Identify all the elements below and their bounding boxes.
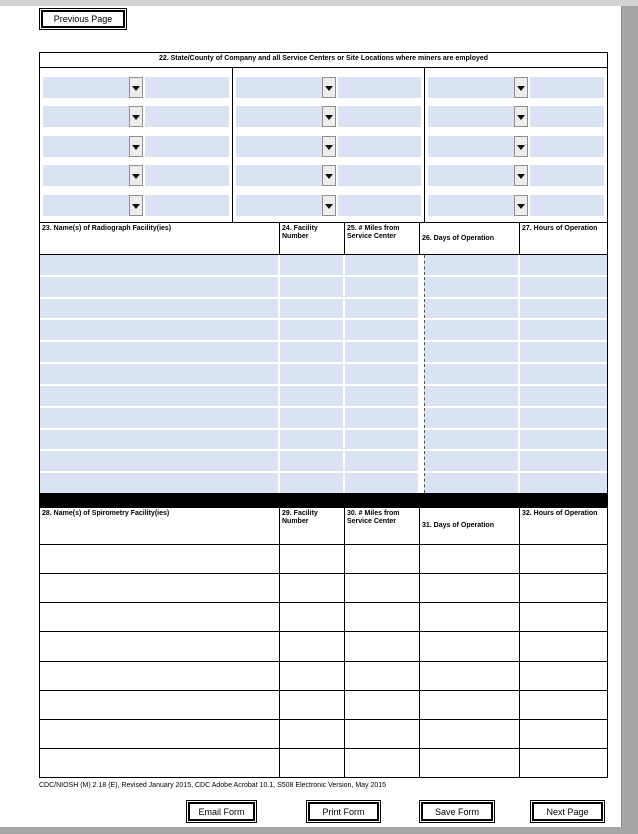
radiograph-row <box>40 364 607 386</box>
state-dropdown[interactable] <box>236 165 336 186</box>
spirometry-facility-number-field[interactable] <box>280 632 345 660</box>
state-county-cell <box>236 136 421 157</box>
section-22-title: 22. State/County of Company and all Service Centers or Site Locations where miners are employed <box>39 52 608 68</box>
radiograph-facility-number-field[interactable] <box>280 299 345 319</box>
state-dropdown[interactable] <box>428 195 528 216</box>
form-page <box>0 6 621 827</box>
spirometry-facility-name-field[interactable] <box>40 603 280 631</box>
radiograph-days-field[interactable] <box>420 408 520 428</box>
spirometry-facility-number-field[interactable] <box>280 545 345 573</box>
chevron-down-icon[interactable] <box>514 195 528 216</box>
radiograph-rows <box>39 255 608 493</box>
spirometry-facility-number-field[interactable] <box>280 720 345 748</box>
spirometry-days-field[interactable] <box>420 749 520 777</box>
radiograph-hours-field[interactable] <box>520 320 607 340</box>
state-county-cell <box>43 77 229 98</box>
radiograph-days-field-inner[interactable] <box>424 408 518 428</box>
spirometry-days-field[interactable] <box>420 545 520 573</box>
spirometry-facilities-table <box>39 507 608 778</box>
state-county-cell <box>428 106 604 127</box>
spirometry-hours-field[interactable] <box>520 720 607 748</box>
spirometry-days-field[interactable] <box>420 574 520 602</box>
radiograph-hours-field[interactable] <box>520 430 607 450</box>
radiograph-miles-field[interactable] <box>345 320 420 340</box>
radiograph-days-field[interactable] <box>420 386 520 406</box>
spirometry-miles-field[interactable] <box>345 603 420 631</box>
radiograph-days-field-inner[interactable] <box>424 320 518 340</box>
radiograph-row <box>40 299 607 321</box>
state-dropdown[interactable] <box>236 106 336 127</box>
county-field[interactable] <box>145 106 229 127</box>
state-dropdown[interactable] <box>236 136 336 157</box>
radiograph-miles-field[interactable] <box>345 473 420 493</box>
radiograph-days-field[interactable] <box>420 277 520 297</box>
radiograph-days-field-inner[interactable] <box>424 299 518 319</box>
radiograph-miles-field[interactable] <box>345 299 420 319</box>
radiograph-facility-name-field[interactable] <box>40 408 280 428</box>
spirometry-facility-name-field[interactable] <box>40 574 280 602</box>
radiograph-hours-field[interactable] <box>520 342 607 362</box>
radiograph-miles-field[interactable] <box>345 277 420 297</box>
save-form-button[interactable]: Save Form <box>419 800 495 823</box>
chevron-down-icon[interactable] <box>129 195 143 216</box>
county-field[interactable] <box>145 77 229 98</box>
radiograph-days-field[interactable] <box>420 342 520 362</box>
county-field[interactable] <box>145 165 229 186</box>
county-field[interactable] <box>145 195 229 216</box>
radiograph-days-field[interactable] <box>420 430 520 450</box>
radiograph-days-field-inner[interactable] <box>424 473 518 493</box>
chevron-down-icon[interactable] <box>514 77 528 98</box>
section-22-state-county <box>39 52 608 224</box>
header-23-radiograph-facility-names: 23. Name(s) of Radiograph Facility(ies) <box>40 223 280 254</box>
spirometry-miles-field[interactable] <box>345 545 420 573</box>
county-field[interactable] <box>530 195 604 216</box>
radiograph-facility-name-field[interactable] <box>40 430 280 450</box>
radiograph-days-field-inner[interactable] <box>424 277 518 297</box>
spirometry-miles-field[interactable] <box>345 691 420 719</box>
radiograph-days-field-inner[interactable] <box>424 342 518 362</box>
state-county-column-1 <box>40 68 233 224</box>
radiograph-days-field-inner[interactable] <box>424 364 518 384</box>
radiograph-facility-number-field[interactable] <box>280 451 345 471</box>
state-county-cell <box>428 77 604 98</box>
radiograph-facility-name-field[interactable] <box>40 299 280 319</box>
radiograph-days-field[interactable] <box>420 451 520 471</box>
county-field[interactable] <box>145 136 229 157</box>
radiograph-facility-number-field[interactable] <box>280 386 345 406</box>
radiograph-hours-field[interactable] <box>520 277 607 297</box>
form-version-footer: CDC/NIOSH (M) 2.18 (E), Revised January 2015, CDC Adobe Acrobat 10.1, S508 Electronic Version, May 2015 <box>39 782 387 789</box>
spirometry-days-field[interactable] <box>420 632 520 660</box>
radiograph-days-field[interactable] <box>420 255 520 275</box>
spirometry-days-field[interactable] <box>420 691 520 719</box>
state-county-column-2 <box>233 68 425 224</box>
spirometry-facility-number-field[interactable] <box>280 603 345 631</box>
radiograph-hours-field[interactable] <box>520 386 607 406</box>
radiograph-miles-field[interactable] <box>345 255 420 275</box>
header-29-facility-number: 29. Facility Number <box>280 508 345 544</box>
radiograph-days-field[interactable] <box>420 299 520 319</box>
header-24-facility-number: 24. Facility Number <box>280 223 345 254</box>
spirometry-row <box>40 545 607 574</box>
radiograph-hours-field[interactable] <box>520 473 607 493</box>
radiograph-facility-number-field[interactable] <box>280 364 345 384</box>
radiograph-miles-field[interactable] <box>345 364 420 384</box>
header-32-hours-of-operation: 32. Hours of Operation <box>522 510 598 517</box>
radiograph-facility-number-field[interactable] <box>280 255 345 275</box>
county-field[interactable] <box>530 165 604 186</box>
spirometry-facility-name-field[interactable] <box>40 720 280 748</box>
header-30-miles-from-service-center: 30. # Miles from Service Center <box>345 508 420 544</box>
radiograph-facility-name-field[interactable] <box>40 320 280 340</box>
county-field[interactable] <box>338 106 421 127</box>
state-dropdown[interactable] <box>43 165 143 186</box>
spirometry-row <box>40 603 607 632</box>
state-county-cell <box>428 136 604 157</box>
header-31-days-of-operation: 31. Days of Operation <box>420 508 520 544</box>
chevron-down-icon[interactable] <box>129 165 143 186</box>
radiograph-miles-field[interactable] <box>345 408 420 428</box>
state-dropdown[interactable] <box>428 77 528 98</box>
spirometry-row <box>40 720 607 749</box>
radiograph-days-field[interactable] <box>420 320 520 340</box>
state-county-cell <box>236 77 421 98</box>
radiograph-facility-name-field[interactable] <box>40 342 280 362</box>
spirometry-row <box>40 632 607 661</box>
radiograph-facility-number-field[interactable] <box>280 473 345 493</box>
spirometry-hours-field[interactable] <box>520 749 607 777</box>
county-field[interactable] <box>338 195 421 216</box>
state-county-cell <box>43 106 229 127</box>
header-25-miles-from-service-center: 25. # Miles from Service Center <box>345 223 420 254</box>
chevron-down-icon[interactable] <box>129 106 143 127</box>
spirometry-facility-name-field[interactable] <box>40 545 280 573</box>
radiograph-miles-field[interactable] <box>345 342 420 362</box>
header-28-spirometry-facility-names: 28. Name(s) of Spirometry Facility(ies) <box>40 508 280 544</box>
state-county-cell <box>236 106 421 127</box>
state-county-cell <box>43 136 229 157</box>
spirometry-rows <box>39 545 608 778</box>
spirometry-miles-field[interactable] <box>345 720 420 748</box>
chevron-down-icon[interactable] <box>514 165 528 186</box>
chevron-down-icon[interactable] <box>322 77 336 98</box>
county-field[interactable] <box>530 77 604 98</box>
radiograph-facility-name-field[interactable] <box>40 473 280 493</box>
spirometry-facility-number-field[interactable] <box>280 691 345 719</box>
spirometry-header-row <box>39 507 608 545</box>
state-dropdown[interactable] <box>236 195 336 216</box>
radiograph-row <box>40 430 607 452</box>
county-field[interactable] <box>530 136 604 157</box>
radiograph-days-field[interactable] <box>420 364 520 384</box>
chevron-down-icon[interactable] <box>129 136 143 157</box>
next-page-button[interactable]: Next Page <box>530 800 605 823</box>
radiograph-facility-number-field[interactable] <box>280 277 345 297</box>
spirometry-facility-number-field[interactable] <box>280 749 345 777</box>
radiograph-days-field-inner[interactable] <box>424 430 518 450</box>
state-county-cell <box>428 165 604 186</box>
spirometry-days-field[interactable] <box>420 720 520 748</box>
print-form-button[interactable]: Print Form <box>306 800 381 823</box>
spirometry-miles-field[interactable] <box>345 632 420 660</box>
chevron-down-icon[interactable] <box>514 106 528 127</box>
spirometry-row <box>40 574 607 603</box>
radiograph-hours-field[interactable] <box>520 255 607 275</box>
state-dropdown[interactable] <box>43 195 143 216</box>
radiograph-days-field-inner[interactable] <box>424 386 518 406</box>
chevron-down-icon[interactable] <box>514 136 528 157</box>
spirometry-facility-name-field[interactable] <box>40 662 280 690</box>
radiograph-miles-field[interactable] <box>345 451 420 471</box>
header-26-days-of-operation: 26. Days of Operation <box>420 223 520 254</box>
spirometry-facility-name-field[interactable] <box>40 691 280 719</box>
spirometry-facility-name-field[interactable] <box>40 632 280 660</box>
state-dropdown[interactable] <box>428 136 528 157</box>
spirometry-hours-field[interactable] <box>520 603 607 631</box>
radiograph-facility-number-field[interactable] <box>280 342 345 362</box>
radiograph-row <box>40 408 607 430</box>
radiograph-row <box>40 342 607 364</box>
radiograph-days-field-inner[interactable] <box>424 451 518 471</box>
radiograph-miles-field[interactable] <box>345 430 420 450</box>
state-dropdown[interactable] <box>428 165 528 186</box>
chevron-down-icon[interactable] <box>322 195 336 216</box>
spirometry-hours-field[interactable] <box>520 574 607 602</box>
email-form-button[interactable]: Email Form <box>186 800 257 823</box>
radiograph-row <box>40 277 607 299</box>
spirometry-row <box>40 662 607 691</box>
header-27-hours-of-operation: 27. Hours of Operation <box>522 225 598 232</box>
radiograph-miles-field[interactable] <box>345 386 420 406</box>
county-field[interactable] <box>338 165 421 186</box>
radiograph-days-field[interactable] <box>420 473 520 493</box>
state-dropdown[interactable] <box>43 106 143 127</box>
state-county-cell <box>236 165 421 186</box>
spirometry-miles-field[interactable] <box>345 574 420 602</box>
county-field[interactable] <box>338 77 421 98</box>
previous-page-button[interactable]: Previous Page <box>39 8 127 30</box>
state-dropdown[interactable] <box>43 77 143 98</box>
state-county-cell <box>428 195 604 216</box>
chevron-down-icon[interactable] <box>322 106 336 127</box>
state-county-cell <box>43 165 229 186</box>
spirometry-days-field[interactable] <box>420 662 520 690</box>
radiograph-hours-field[interactable] <box>520 451 607 471</box>
radiograph-facility-name-field[interactable] <box>40 386 280 406</box>
radiograph-row <box>40 386 607 408</box>
radiograph-facility-name-field[interactable] <box>40 277 280 297</box>
spirometry-miles-field[interactable] <box>345 662 420 690</box>
spirometry-hours-field[interactable] <box>520 662 607 690</box>
radiograph-header-row <box>39 222 608 255</box>
state-dropdown[interactable] <box>428 106 528 127</box>
state-county-column-3 <box>425 68 607 224</box>
radiograph-days-field-inner[interactable] <box>424 255 518 275</box>
county-field[interactable] <box>338 136 421 157</box>
spirometry-hours-field[interactable] <box>520 691 607 719</box>
radiograph-facility-name-field[interactable] <box>40 255 280 275</box>
radiograph-hours-field[interactable] <box>520 299 607 319</box>
spirometry-miles-field[interactable] <box>345 749 420 777</box>
radiograph-hours-field[interactable] <box>520 364 607 384</box>
radiograph-row <box>40 255 607 277</box>
chevron-down-icon[interactable] <box>129 77 143 98</box>
spirometry-row <box>40 691 607 720</box>
section-divider-bar <box>39 493 608 507</box>
state-county-cell <box>236 195 421 216</box>
spirometry-facility-number-field[interactable] <box>280 574 345 602</box>
radiograph-row <box>40 320 607 342</box>
radiograph-row <box>40 451 607 473</box>
radiograph-facility-number-field[interactable] <box>280 408 345 428</box>
spirometry-hours-field[interactable] <box>520 632 607 660</box>
radiograph-row <box>40 473 607 493</box>
state-dropdown[interactable] <box>236 77 336 98</box>
radiograph-facility-name-field[interactable] <box>40 364 280 384</box>
chevron-down-icon[interactable] <box>322 165 336 186</box>
chevron-down-icon[interactable] <box>322 136 336 157</box>
spirometry-hours-field[interactable] <box>520 545 607 573</box>
spirometry-facility-name-field[interactable] <box>40 749 280 777</box>
radiograph-facilities-table <box>39 222 608 493</box>
county-field[interactable] <box>530 106 604 127</box>
radiograph-facility-number-field[interactable] <box>280 320 345 340</box>
spirometry-row <box>40 749 607 777</box>
spirometry-days-field[interactable] <box>420 603 520 631</box>
spirometry-facility-number-field[interactable] <box>280 662 345 690</box>
state-county-cell <box>43 195 229 216</box>
radiograph-facility-number-field[interactable] <box>280 430 345 450</box>
radiograph-hours-field[interactable] <box>520 408 607 428</box>
radiograph-facility-name-field[interactable] <box>40 451 280 471</box>
state-dropdown[interactable] <box>43 136 143 157</box>
section-22-grid <box>39 68 608 224</box>
